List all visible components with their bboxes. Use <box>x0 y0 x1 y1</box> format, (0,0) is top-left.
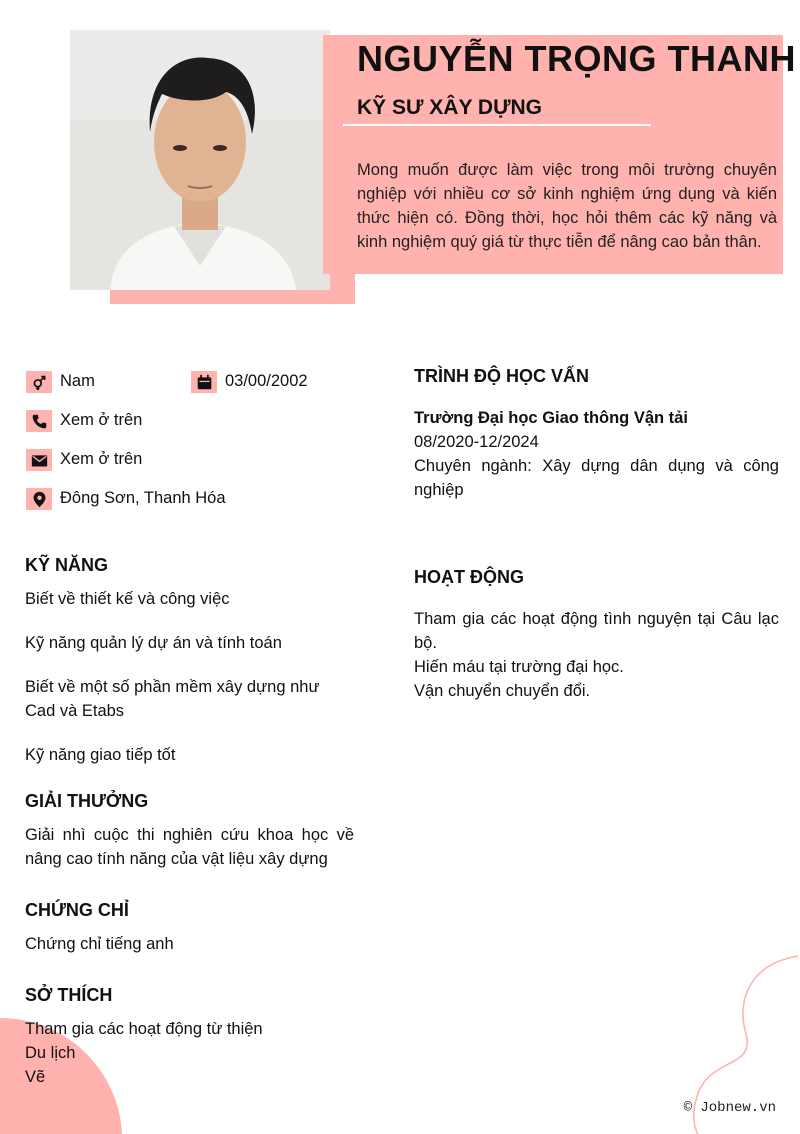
hobbies-heading: SỞ THÍCH <box>25 985 113 1005</box>
calendar-icon <box>191 371 217 393</box>
email-value: Xem ở trên <box>60 450 143 468</box>
activity-item: Vận chuyển chuyển đổi. <box>414 682 591 700</box>
job-title: KỸ SƯ XÂY DỰNG <box>357 96 542 119</box>
award-text: Giải nhì cuộc thi nghiên cứu khoa học về nâng cao tính năng của vật liệu xây dựng <box>25 826 354 868</box>
profile-photo <box>70 30 330 290</box>
gender-value: Nam <box>60 372 95 390</box>
candidate-name: NGUYỄN TRỌNG THANH <box>357 38 796 79</box>
phone-value: Xem ở trên <box>60 411 143 429</box>
school-name: Trường Đại học Giao thông Vận tải <box>414 409 688 427</box>
hobby-item: Vẽ <box>25 1068 46 1086</box>
activity-item: Tham gia các hoạt động tình nguyện tại Câu lạc bộ. <box>414 610 779 652</box>
skill-item: Biết về một số phần mềm xây dựng như Cad và Etabs <box>25 678 320 720</box>
education-period: 08/2020-12/2024 <box>414 433 539 451</box>
education-major: Chuyên ngành: Xây dựng dân dụng và công nghiệp <box>414 457 779 499</box>
phone-icon <box>26 410 52 432</box>
address-value: Đông Sơn, Thanh Hóa <box>60 489 226 507</box>
hobby-item: Du lịch <box>25 1044 76 1062</box>
dob-value: 03/00/2002 <box>225 372 308 390</box>
skill-item: Biết về thiết kế và công việc <box>25 590 230 608</box>
skills-heading: KỸ NĂNG <box>25 555 109 575</box>
footer-copyright: © Jobnew.vn <box>683 1100 776 1116</box>
career-objective: Mong muốn được làm việc trong môi trường chuyên nghiệp với nhiều cơ sở kinh nghiệm ứng dụng và kiến thức hiện có. Đồng thời, học hỏi thêm các kỹ năng và kinh nghiệm quý giá từ thực tiễn để nâng cao bản thân. <box>357 161 777 251</box>
certificates-heading: CHỨNG CHỈ <box>25 900 129 920</box>
gender-icon <box>26 371 52 393</box>
certificate-text: Chứng chỉ tiếng anh <box>25 935 174 953</box>
skill-item: Kỹ năng quản lý dự án và tính toán <box>25 634 282 652</box>
skill-item: Kỹ năng giao tiếp tốt <box>25 746 176 764</box>
location-icon <box>26 488 52 510</box>
education-heading: TRÌNH ĐỘ HỌC VẤN <box>414 366 589 386</box>
title-divider <box>343 124 651 126</box>
hobby-item: Tham gia các hoạt động từ thiện <box>25 1020 263 1038</box>
activities-heading: HOẠT ĐỘNG <box>414 567 524 587</box>
awards-heading: GIẢI THƯỞNG <box>25 791 149 811</box>
mail-icon <box>26 449 52 471</box>
activity-item: Hiến máu tại trường đại học. <box>414 658 624 676</box>
